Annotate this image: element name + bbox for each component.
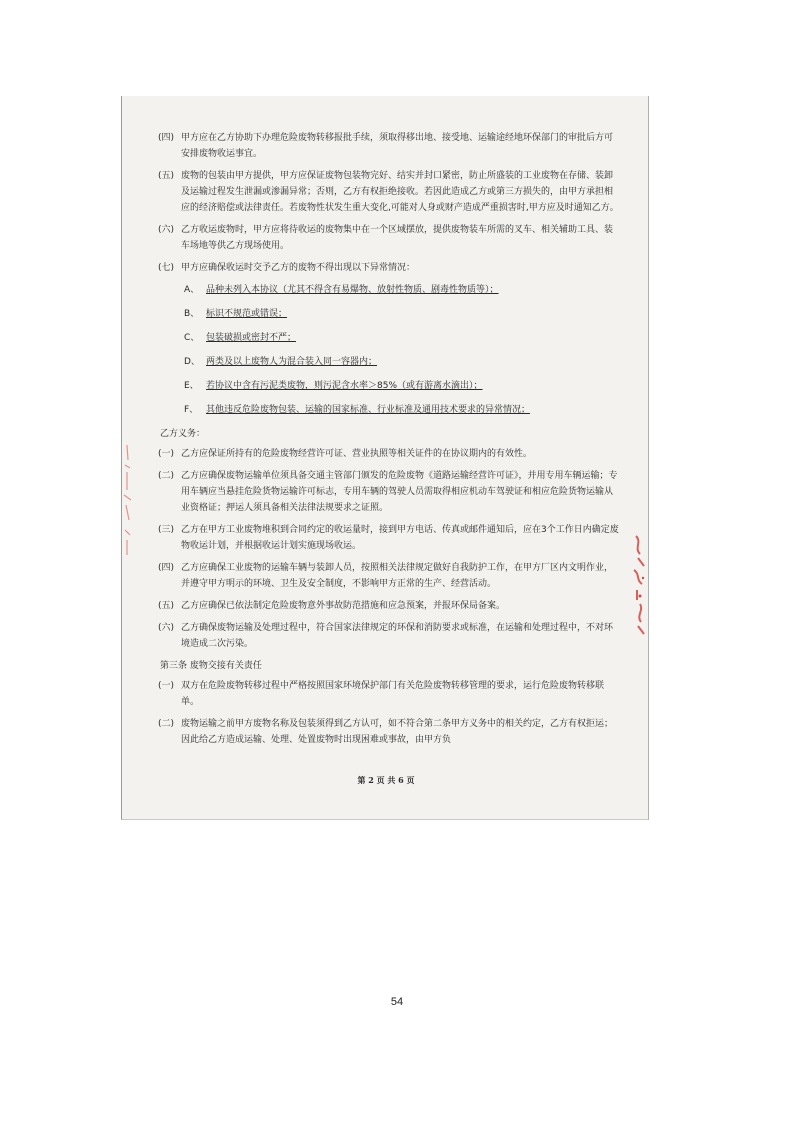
list-item-label: A、: [184, 285, 200, 295]
list-item-label: C、: [184, 333, 200, 343]
clause-text: 甲方应确保收运时交予乙方的废物不得出现以下异常情况：: [181, 263, 416, 273]
clause-text: 乙方在甲方工业废物堆积到合同约定的收运量时，接到甲方电话、传真或邮件通知后，应在3个工作日内确定废物收运计划，并根据收运计划实施现场收运。: [181, 525, 619, 551]
clause-text: 废物运输之前甲方废物名称及包装须得到乙方认可，如不符合第二条甲方义务中的相关约定，乙方有权拒运；因此给乙方造成运输、处理、处置废物时出现困难或事故，由甲方负: [181, 719, 614, 745]
page-footer: 第 2 页 共 6 页: [357, 775, 415, 785]
clause-text: 乙方应确保已依法制定危险废物意外事故防范措施和应急预案，并报环保局备案。: [181, 601, 506, 611]
list-item: [158, 402, 620, 418]
clause: [158, 468, 620, 516]
clause-number: (一): [158, 449, 175, 459]
clause-text: 乙方应确保废物运输单位须具备交通主管部门颁发的危险废物《道路运输经营许可证》，并用专用车辆运输；专用车辆应当悬挂危险货物运输许可标志，专用车辆的驾驶人员需取得相应机动车驾驶证和相应危险货物运输从业资格证；押运人须具备相关法律法规要求之证照。: [181, 471, 618, 513]
list-item-text: 若协议中含有污泥类废物，则污泥含水率＞85%（或有游离水滴出）；: [206, 381, 483, 391]
list-item-label: E、: [184, 381, 199, 391]
clause-text: 乙方应确保工业废物的运输车辆与装卸人员，按照相关法律规定做好自我防护工作，在甲方厂区内文明作业，并遵守甲方明示的环境、卫生及安全制度，不影响甲方正常的生产、经营活动。: [181, 563, 614, 589]
clause-number: (四): [158, 563, 175, 573]
clause-number: (四): [158, 133, 175, 143]
clause-text: 甲方应在乙方协助下办理危险废物转移报批手续，须取得移出地、接受地、运输途经地环保部门的审批后方可安排废物收运事宜。: [181, 133, 614, 159]
list-item-text: 其他违反危险废物包装、运输的国家标准、行业标准及通用技术要求的异常情况；: [206, 405, 531, 415]
article-3-heading: 第三条 废物交接有关责任: [160, 661, 262, 671]
clause-number: (三): [158, 525, 175, 535]
clause: [158, 446, 620, 462]
list-item-label: D、: [184, 357, 200, 367]
list-item: [158, 378, 620, 394]
list-item-text: 标识不规范或错误；: [206, 309, 288, 319]
clause-number: (六): [158, 225, 175, 235]
clause-number: (二): [158, 471, 175, 481]
clause-text: 乙方确保废物运输及处理过程中，符合国家法律规定的环保和消防要求或标准，在运输和处理过程中，不对环境造成二次污染。: [181, 623, 614, 649]
clause-group-article-3: [158, 678, 620, 748]
clause-number: (二): [158, 719, 175, 729]
list-item: [158, 282, 620, 298]
scanned-page: [121, 96, 649, 820]
list-item-text: 品种未列入本协议（尤其不得含有易爆物、放射性物质、剧毒性物质等）；: [206, 285, 499, 295]
clause: [158, 716, 620, 748]
stamp-fragment-left-icon: [121, 440, 137, 560]
clause: [158, 168, 620, 216]
clause-number: (七): [158, 263, 175, 273]
clause-text: 乙方收运废物时，甲方应将待收运的废物集中在一个区域摆放，提供废物装车所需的叉车、相关辅助工具、装车场地等供乙方现场使用。: [181, 225, 614, 251]
clause: [158, 620, 620, 652]
list-item-label: F、: [184, 405, 199, 415]
list-item: [158, 330, 620, 346]
clause-text: 废物的包装由甲方提供，甲方应保证废物包装物完好、结实并封口紧密，防止所盛装的工业废物在存储、装卸及运输过程发生泄漏或渗漏异常；否则，乙方有权拒绝接收。若因此造成乙方或第三方损失的，由甲方承担相应的经济赔偿或法律责任。若废物性状发生重大变化,可能对人身或财产造成严重损害时,甲方应及时通知乙方。: [181, 171, 619, 213]
clause: [158, 130, 620, 162]
yi-obligations-heading: 乙方义务：: [160, 429, 206, 439]
document-body: [158, 130, 620, 754]
clause: [158, 222, 620, 254]
clause: [158, 598, 620, 614]
clause: [158, 260, 620, 276]
clause-number: (五): [158, 601, 175, 611]
clause-number: (五): [158, 171, 175, 181]
clause: [158, 522, 620, 554]
clause-text: 乙方应保证所持有的危险废物经营许可证、营业执照等相关证件的在协议期内的有效性。: [181, 449, 533, 459]
list-item-label: B、: [184, 309, 200, 319]
seal-stamp-icon: [628, 530, 654, 640]
clause-number: (六): [158, 623, 175, 633]
clause-number: (一): [158, 681, 175, 691]
list-item: [158, 306, 620, 322]
list-item: [158, 354, 620, 370]
clause: [158, 560, 620, 592]
abnormal-list: [158, 282, 620, 418]
list-item-text: 两类及以上废物人为混合装入同一容器内；: [206, 357, 378, 367]
clause-group-yi: [158, 446, 620, 652]
list-item-text: 包装破损或密封不严；: [206, 333, 297, 343]
clause-text: 双方在危险废物转移过程中严格按照国家环境保护部门有关危险废物转移管理的要求，运行危险废物转移联单。: [181, 681, 605, 707]
clause: [158, 678, 620, 710]
page-number: 54: [390, 996, 404, 1008]
clause-group-jia: [158, 130, 620, 276]
